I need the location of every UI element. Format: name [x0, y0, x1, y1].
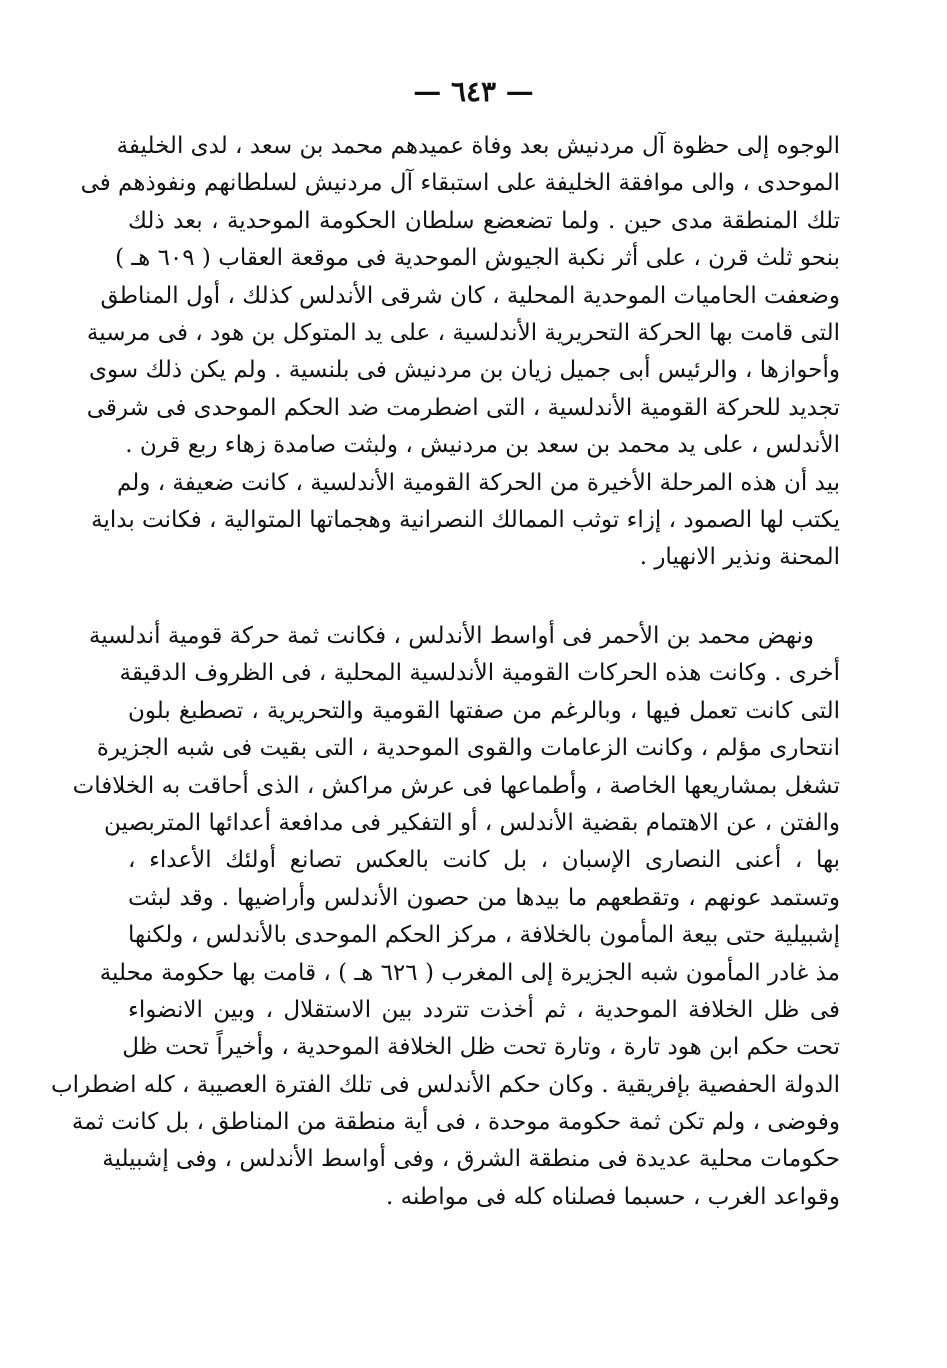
text-line: المحنة ونذير الانهيار . — [639, 544, 840, 571]
text-line: وفوضى ، ولم تكن ثمة حكومة موحدة ، فى أية منطقة من المناطق ، بل كانت ثمة — [71, 1109, 840, 1136]
text-line: الموحدى ، والى موافقة الخليفة على استبقاء آل مردنيش لسلطانهم ونفوذهم فى — [80, 170, 840, 197]
text-line: حكومات محلية عديدة فى منطقة الشرق ، وفى أواسط الأندلس ، وفى إشبيلية — [102, 1146, 840, 1173]
text-line: الأندلس ، على يد محمد بن سعد بن مردنيش ، ولبثت صامدة زهاء ربع قرن . — [125, 432, 840, 459]
text-line: تجديد للحركة القومية الأندلسية ، التى اضطرمت ضد الحكم الموحدى فى شرقى — [86, 394, 840, 421]
text-line: وقواعد الغرب ، حسبما فصلناه كله فى مواطنه . — [386, 1183, 840, 1210]
paragraph-1 — [80, 128, 840, 577]
text-line: يكتب لها الصمود ، إزاء توثب الممالك النصرانية وهجماتها المتوالية ، فكانت بداية — [91, 506, 840, 533]
text-line: تلك المنطقة مدى حين . ولما تضعضع سلطان الحكومة الموحدية ، بعد ذلك — [128, 207, 840, 234]
text-line: بنحو ثلث قرن ، على أثر نكبة الجيوش الموحدية فى موقعة العقاب ( ٦٠٩ هـ ) — [115, 245, 840, 272]
text-line: الدولة الحفصية بإفريقية . وكان حكم الأندلس فى تلك الفترة العصيبة ، كله اضطراب — [50, 1071, 840, 1098]
text-line: تحت حكم ابن هود تارة ، وتارة تحت ظل الخلافة الموحدية ، وأخيراً تحت ظل — [122, 1034, 840, 1061]
text-line: أخرى . وكانت هذه الحركات القومية الأندلسية المحلية ، فى الظروف الدقيقة — [119, 660, 840, 687]
text-line: بيد أن هذه المرحلة الأخيرة من الحركة القومية الأندلسية ، كانت ضعيفة ، ولم — [116, 469, 840, 496]
text-line: وتستمد عونهم ، وتقطعهم ما بيدها من حصون الأندلس وأراضيها . وقد لبثت — [128, 884, 840, 911]
text-line: فى ظل الخلافة الموحدية ، ثم أخذت تتردد بين الاستقلال ، وبين الانضواء — [128, 996, 840, 1023]
text-line: والفتن ، عن الاهتمام بقضية الأندلس ، أو التفكير فى مدافعة أعدائها المتربصين — [104, 809, 840, 836]
text-line: انتحارى مؤلم ، وكانت الزعامات والقوى الموحدية ، التى بقيت فى شبه الجزيرة — [96, 735, 840, 762]
paragraph-2 — [50, 618, 840, 1216]
text-line: تشغل بمشاريعها الخاصة ، وأطماعها فى عرش مراكش ، الذى أحاقت به الخلافات — [72, 772, 840, 799]
text-line: بها ، أعنى النصارى الإسبان ، بل كانت بالعكس تصانع أولئك الأعداء ، — [128, 847, 840, 874]
text-line: التى قامت بها الحركة التحريرية الأندلسية ، على يد المتوكل بن هود ، فى مرسية — [86, 319, 840, 346]
text-line: وضعفت الحاميات الموحدية المحلية ، كان شرقى الأندلس كذلك ، أول المناطق — [100, 282, 840, 309]
text-line: ونهض محمد بن الأحمر فى أواسط الأندلس ، فكانت ثمة حركة قومية أندلسية — [88, 623, 814, 649]
text-line: الوجوه إلى حظوة آل مردنيش بعد وفاة عميدهم محمد بن سعد ، لدى الخليفة — [116, 133, 840, 159]
text-line: مذ غادر المأمون شبه الجزيرة إلى المغرب ( ٦٢٦ هـ ) ، قامت بها حكومة محلية — [99, 959, 840, 986]
page-number: — ٦٤٣ — — [413, 75, 534, 108]
text-line: وأحوازها ، والرئيس أبى جميل زيان بن مردنيش فى بلنسية . ولم يكن ذلك سوى — [89, 357, 840, 384]
text-line: التى كانت تعمل فيها ، وبالرغم من صفتها القومية والتحريرية ، تصطبغ بلون — [128, 697, 840, 724]
text-line: إشبيلية حتى بيعة المأمون بالخلافة ، مركز الحكم الموحدى بالأندلس ، ولكنها — [128, 922, 840, 949]
